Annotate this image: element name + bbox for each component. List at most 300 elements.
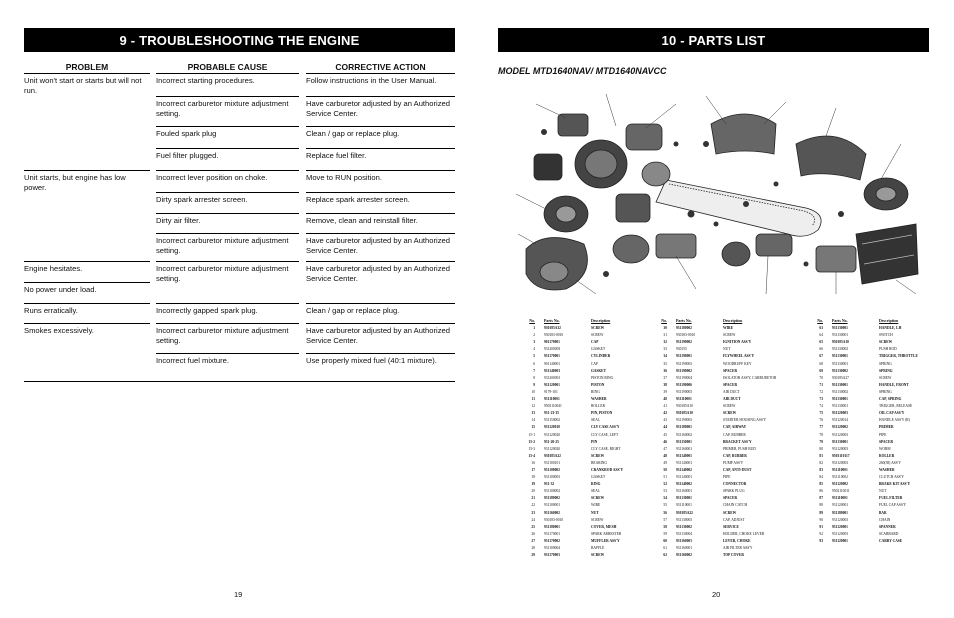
parts-row <box>520 531 651 538</box>
part-number-index: 73 <box>819 397 823 402</box>
parts-row <box>808 403 939 410</box>
part-description: ROLLER <box>879 453 895 458</box>
part-number-index: 3 <box>533 340 535 345</box>
parts-row <box>808 368 939 375</box>
parts-row <box>520 375 651 382</box>
part-number: 931170001 <box>544 531 561 536</box>
part-description: SPRING <box>879 361 892 366</box>
part-number: 931130001 <box>832 326 848 331</box>
parts-row <box>652 524 783 531</box>
part-number-index: 91 <box>819 524 823 529</box>
parts-row <box>520 396 651 403</box>
part-number-index: 24 <box>531 517 535 522</box>
action-cell: Use properly mixed fuel (40:1 mixture). <box>306 353 455 366</box>
section-title-troubleshooting: 9 - TROUBLESHOOTING THE ENGINE <box>24 28 455 52</box>
part-number-index: 15 <box>531 425 535 430</box>
parts-row <box>808 353 939 360</box>
part-number: 931190002 <box>676 340 692 345</box>
part-description: WASHER <box>879 467 895 472</box>
part-number-index: 87 <box>819 496 823 501</box>
parts-row <box>652 502 783 509</box>
part-description: IGNITION ASS'Y <box>723 340 752 345</box>
part-number: 931-32 <box>544 482 555 487</box>
part-description: SPARK PLUG <box>723 489 745 494</box>
part-description: SERVICE <box>723 524 739 529</box>
parts-row <box>652 552 783 559</box>
part-number: 931200003 <box>544 347 561 352</box>
part-number: 931130002 <box>832 347 849 352</box>
part-description: SPACER <box>723 382 738 387</box>
parts-row <box>652 446 783 453</box>
part-number: 931180002 <box>676 326 692 331</box>
parts-row <box>808 432 939 439</box>
parts-row <box>652 382 783 389</box>
part-description: TRIGGER, RELEASE <box>879 404 913 409</box>
part-description: SPACER <box>723 496 738 501</box>
part-description: SCABBARD <box>879 531 899 536</box>
part-number-index: 80 <box>819 446 823 451</box>
part-description: CLY CASE, LEFT <box>591 432 619 437</box>
part-number: 931190001 <box>676 354 692 359</box>
parts-row <box>808 375 939 382</box>
parts-row <box>808 517 939 524</box>
part-number: 931160003 <box>676 538 692 543</box>
part-number: 931190003 <box>676 361 693 366</box>
part-number-index: 21 <box>531 496 535 501</box>
parts-row <box>652 424 783 431</box>
part-description: SCREW <box>723 510 737 515</box>
parts-row <box>808 510 939 517</box>
part-number: 931170002 <box>544 538 560 543</box>
parts-row <box>652 467 783 474</box>
part-number-index: 15-3 <box>528 446 535 451</box>
header-part: Parts No. <box>676 319 692 323</box>
part-number-index: 42 <box>663 411 667 416</box>
parts-row <box>808 474 939 481</box>
exploded-parts-diagram <box>506 84 926 306</box>
parts-row <box>520 538 651 545</box>
problem-cell: Unit starts, but engine has low power. <box>24 170 150 192</box>
part-description: CAP <box>591 361 598 366</box>
parts-row <box>520 432 651 439</box>
part-description: GASKET <box>591 347 606 352</box>
part-number: 930155 <box>676 347 687 352</box>
part-number-index: 46 <box>663 439 667 444</box>
part-number: 931130004 <box>676 531 693 536</box>
part-number-index: 4 <box>533 347 535 352</box>
part-description: BAR <box>879 510 887 515</box>
part-description: RING <box>591 482 601 487</box>
parts-row <box>520 417 651 424</box>
part-number: 931100002 <box>544 467 560 472</box>
part-description: GASKET <box>591 475 606 480</box>
part-number-index: 33 <box>663 347 667 352</box>
part-description: AIR FILTER ASS'Y <box>723 546 753 550</box>
part-number-index: 22 <box>531 503 535 508</box>
parts-row <box>808 410 939 417</box>
part-number: 931120003 <box>832 432 849 437</box>
part-number-index: 49 <box>663 460 667 465</box>
part-number: 931180001 <box>676 425 692 430</box>
part-number: 930185A10 <box>676 411 693 416</box>
part-description: FUEL FILTER <box>879 496 903 501</box>
part-number: 931110002 <box>832 475 848 480</box>
part-number-index: 15-1 <box>528 432 535 437</box>
part-number-index: 41 <box>663 404 667 409</box>
parts-row <box>808 531 939 538</box>
part-number: 931120001 <box>832 524 848 529</box>
parts-row <box>808 538 939 545</box>
parts-row <box>520 389 651 396</box>
part-description: SCREW <box>591 496 605 501</box>
part-number-index: 69 <box>819 368 823 373</box>
part-description: CAP, RUBBER <box>723 432 746 437</box>
part-number: 9502110011 <box>832 489 850 494</box>
part-number-index: 50 <box>663 467 667 472</box>
part-number-index: 39 <box>663 389 667 394</box>
part-number-index: 29 <box>531 553 535 558</box>
part-number: 931130001 <box>832 382 848 387</box>
part-number-index: 93 <box>819 538 823 543</box>
part-number: 930183-0010 <box>544 517 564 522</box>
part-number: 931160001 <box>676 446 693 451</box>
parts-row <box>520 545 651 552</box>
parts-row <box>808 424 939 431</box>
part-number: 931180001 <box>832 510 848 515</box>
part-number: 931140001 <box>676 460 693 465</box>
part-number-index: 62 <box>663 553 667 558</box>
parts-row <box>808 396 939 403</box>
parts-row <box>652 510 783 517</box>
part-number-index: 15-4 <box>528 453 535 458</box>
problem-header: PROBLEM <box>24 63 150 74</box>
parts-row <box>652 389 783 396</box>
part-number-index: 61 <box>663 546 667 550</box>
part-number: 931150001 <box>676 439 692 444</box>
part-number: 9179-101 <box>544 389 558 394</box>
parts-row <box>652 545 783 552</box>
part-number-index: 35 <box>663 361 667 366</box>
problem-column <box>24 63 150 381</box>
parts-row <box>652 460 783 467</box>
part-number: 931160001 <box>676 489 693 494</box>
parts-row <box>520 403 651 410</box>
page-number-left: 19 <box>234 590 243 599</box>
part-description: SCREW <box>723 411 737 416</box>
part-number: 931170003 <box>544 553 560 558</box>
header-part: Parts No. <box>832 319 848 323</box>
part-number: 931100101 <box>544 460 561 465</box>
part-number: 931130001 <box>676 496 692 501</box>
part-number-index: 79 <box>819 439 823 444</box>
part-description: BAFFLE <box>591 546 605 550</box>
problem-cell: Unit won't start or starts but will not run. <box>24 76 142 95</box>
part-number-index: 12 <box>531 404 535 409</box>
header-part: Parts No. <box>544 319 560 323</box>
part-description: SCREW <box>723 333 736 338</box>
part-description: CAP, SPRING <box>879 397 902 402</box>
part-number: 931-20-25 <box>544 439 559 444</box>
problem-cell: Runs erratically. <box>24 303 150 316</box>
part-number: 931150002 <box>544 418 561 423</box>
cause-cell: Incorrect fuel mixture. <box>156 353 299 366</box>
part-description: CARRY CASE <box>879 538 903 543</box>
part-number-index: 76 <box>819 418 823 423</box>
part-number-index: 9 <box>533 382 535 387</box>
part-number-index: 34 <box>663 354 667 359</box>
part-number: 931120014 <box>832 418 849 423</box>
parts-row <box>520 332 651 339</box>
cause-cell: Incorrect carburetor mixture adjustment setting. <box>156 96 299 118</box>
parts-row <box>808 524 939 531</box>
part-description: NUT <box>879 489 887 494</box>
part-description: WIRE <box>591 503 601 508</box>
part-description: SCREW <box>591 517 604 522</box>
part-description: SEAL <box>591 418 600 423</box>
page-number-right: 20 <box>712 590 721 599</box>
part-description: OIL CAP ASS'Y <box>879 411 905 416</box>
part-number: 931130001 <box>832 354 848 359</box>
troubleshooting-table <box>24 63 455 382</box>
header-desc: Description <box>723 319 743 323</box>
parts-row <box>520 502 651 509</box>
part-description: FLYWHEEL ASS'Y <box>723 354 755 359</box>
part-number-index: 58 <box>663 524 667 529</box>
part-number: 931-23-35 <box>544 411 559 416</box>
part-number: 931110001 <box>676 503 692 508</box>
parts-row <box>808 382 939 389</box>
part-description: SCREW <box>723 404 736 409</box>
part-number-index: 14 <box>531 418 535 423</box>
part-number: 931130001 <box>832 404 849 409</box>
part-number-index: 43 <box>663 418 667 423</box>
part-description: CLY CASE ASS'Y <box>591 425 620 430</box>
part-number-index: 85 <box>819 482 823 487</box>
parts-row <box>520 460 651 467</box>
part-number: 931100001 <box>544 503 561 508</box>
parts-row <box>652 481 783 488</box>
part-number: 931140003 <box>544 368 560 373</box>
action-cell: Have carburetor adjusted by an Authorized Service Center. <box>306 323 455 345</box>
part-number: 901170001 <box>544 340 560 345</box>
parts-row <box>808 453 939 460</box>
part-description: ROLLER <box>591 404 605 409</box>
parts-row <box>652 332 783 339</box>
part-number: 931120020 <box>544 446 561 451</box>
parts-row <box>520 453 651 460</box>
part-number: 931180001 <box>544 524 560 529</box>
cause-cell: Dirty air filter. <box>156 213 299 226</box>
cause-cell: Incorrect carburetor mixture adjustment setting. <box>156 261 299 283</box>
parts-row <box>520 368 651 375</box>
part-description: SPACER <box>879 439 894 444</box>
part-number-index: 82 <box>819 460 823 465</box>
action-cell: Have carburetor adjusted by an Authorized Service Center. <box>306 233 455 255</box>
part-number-index: 27 <box>531 538 535 543</box>
part-description: WIRE <box>723 326 733 331</box>
parts-row <box>520 410 651 417</box>
parts-row <box>652 495 783 502</box>
part-number-index: 66 <box>819 347 823 352</box>
cause-cell: Fuel filter plugged. <box>156 148 299 161</box>
part-description: PISTON RING <box>591 375 614 380</box>
part-number: 931120003 <box>832 531 849 536</box>
part-number: 931190002 <box>676 368 692 373</box>
part-number-index: 38 <box>663 382 667 387</box>
parts-column-1 <box>520 318 651 559</box>
section-title-parts-list: 10 - PARTS LIST <box>498 28 929 52</box>
cause-header: PROBABLE CAUSE <box>156 63 299 74</box>
parts-row <box>808 417 939 424</box>
action-cell: Have carburetor adjusted by an Authorized Service Center. <box>306 261 455 283</box>
part-number: 931120010 <box>544 425 560 430</box>
part-number: 931140002 <box>676 467 692 472</box>
parts-row <box>808 325 939 332</box>
part-description: CYLINDER <box>591 354 611 359</box>
parts-row <box>652 417 783 424</box>
part-number-index: 68 <box>819 361 823 366</box>
header-desc: Description <box>879 319 899 323</box>
part-description: WOODRUFF KEY <box>723 361 752 366</box>
parts-column-2 <box>652 318 783 559</box>
parts-row <box>652 361 783 368</box>
part-description: AIR DUCT <box>723 397 741 402</box>
part-number-index: 88 <box>819 503 823 508</box>
cause-cell: Incorrect carburetor mixture adjustment setting. <box>156 233 299 255</box>
part-number: 930185A10 <box>832 340 849 345</box>
part-description: SCREW <box>591 553 605 558</box>
part-number-index: 19 <box>531 482 535 487</box>
part-description: SCREW <box>591 333 604 338</box>
parts-row <box>520 361 651 368</box>
part-number-index: 15-2 <box>528 439 535 444</box>
part-number: 931160002 <box>676 432 693 437</box>
parts-row <box>808 446 939 453</box>
part-number: 931120003 <box>832 411 848 416</box>
part-description: CHAIN <box>879 517 891 522</box>
parts-row <box>652 375 783 382</box>
part-number-index: 92 <box>819 531 823 536</box>
part-description: SCREW <box>879 340 893 345</box>
parts-row <box>520 424 651 431</box>
part-description: FUEL CAP ASS'Y <box>879 503 907 508</box>
parts-row <box>520 474 651 481</box>
part-description: CHAIN CATCH <box>723 503 748 508</box>
part-number: 931120003 <box>832 446 849 451</box>
part-number: 930185A22 <box>676 510 693 515</box>
part-description: SCREW <box>591 326 605 331</box>
part-number: 931130001 <box>832 361 849 366</box>
part-description: COVER, MESH <box>591 524 617 529</box>
part-description: CLY CASE, RIGHT <box>591 446 621 451</box>
parts-row <box>652 488 783 495</box>
part-description: CAP, AIRWAY <box>723 425 747 430</box>
part-number: 931170001 <box>544 354 560 359</box>
part-description: SWITCH <box>879 333 893 338</box>
action-cell: Clean / gap or replace plug. <box>306 126 455 139</box>
part-description: NUT <box>723 347 731 352</box>
part-description: PRIMER, PUSH BUD <box>723 446 756 451</box>
parts-row <box>520 488 651 495</box>
part-number: 931120003 <box>832 460 849 465</box>
parts-row <box>652 339 783 346</box>
part-number-index: 63 <box>819 326 823 331</box>
action-cell: Follow instructions in the User Manual. <box>306 76 437 85</box>
action-cell: Replace spark arrester screen. <box>306 192 455 205</box>
part-number: 931130002 <box>832 368 848 373</box>
action-cell: Clean / gap or replace plug. <box>306 303 455 316</box>
part-number-index: 90 <box>819 517 823 522</box>
part-number-index: 57 <box>663 517 667 522</box>
part-number: 931120002 <box>832 482 848 487</box>
part-description: PUMP ASS'Y <box>723 460 744 465</box>
part-description: WASHER <box>591 397 607 402</box>
parts-row <box>652 432 783 439</box>
part-number: 901140001 <box>544 361 561 366</box>
part-description: SPACER <box>723 368 738 373</box>
part-number-index: 31 <box>663 333 667 338</box>
part-description: TOP COVER <box>723 553 745 558</box>
part-number-index: 45 <box>663 432 667 437</box>
part-number: 931120001 <box>832 503 849 508</box>
parts-row <box>520 382 651 389</box>
part-number: 931130002 <box>676 524 692 529</box>
part-number-index: 23 <box>531 510 535 515</box>
part-number: 931140001 <box>676 453 692 458</box>
part-description: STARTER HOUSING ASS'Y <box>723 418 767 423</box>
part-number: 931160002 <box>676 553 692 558</box>
part-number-index: 32 <box>663 340 667 345</box>
parts-column-3 <box>808 318 939 545</box>
parts-row <box>520 325 651 332</box>
parts-header-row <box>520 318 651 325</box>
part-description: HANDLE, LH <box>879 326 902 331</box>
parts-row <box>652 474 783 481</box>
part-number-index: 70 <box>819 375 823 380</box>
cause-cell: Incorrect starting procedures. <box>156 76 255 85</box>
part-number-index: 64 <box>819 333 823 338</box>
part-number: 931110001 <box>832 467 848 472</box>
part-number: 930183-0010 <box>676 333 696 338</box>
part-description: HANDLE, FRONT <box>879 382 909 387</box>
part-number: 931130002 <box>832 389 849 394</box>
part-number: 931120002 <box>832 425 848 430</box>
cause-column <box>156 63 299 381</box>
part-number-index: 28 <box>531 546 535 550</box>
part-description: CAP, ANTI-DUST <box>723 467 752 472</box>
header-no: No. <box>661 319 667 323</box>
action-header: CORRECTIVE ACTION <box>306 63 455 74</box>
parts-row <box>808 502 939 509</box>
part-number: 931140002 <box>676 482 692 487</box>
part-number-index: 18 <box>531 475 535 480</box>
part-number: 930185A27 <box>832 375 849 380</box>
parts-row <box>808 346 939 353</box>
part-description: SPRING <box>879 389 892 394</box>
part-number: 931130001 <box>832 439 848 444</box>
part-description: WORM <box>879 446 891 451</box>
part-number-index: 17 <box>531 467 535 472</box>
part-description: PIPE <box>723 475 731 480</box>
part-number-index: 77 <box>819 425 823 430</box>
action-cell: Move to RUN position. <box>306 170 455 183</box>
part-description: HOLDER, CHOKE LEVER <box>723 531 765 536</box>
parts-row <box>808 339 939 346</box>
part-description: PISTON <box>591 382 605 387</box>
parts-row <box>652 453 783 460</box>
parts-row <box>652 346 783 353</box>
parts-row <box>520 510 651 517</box>
